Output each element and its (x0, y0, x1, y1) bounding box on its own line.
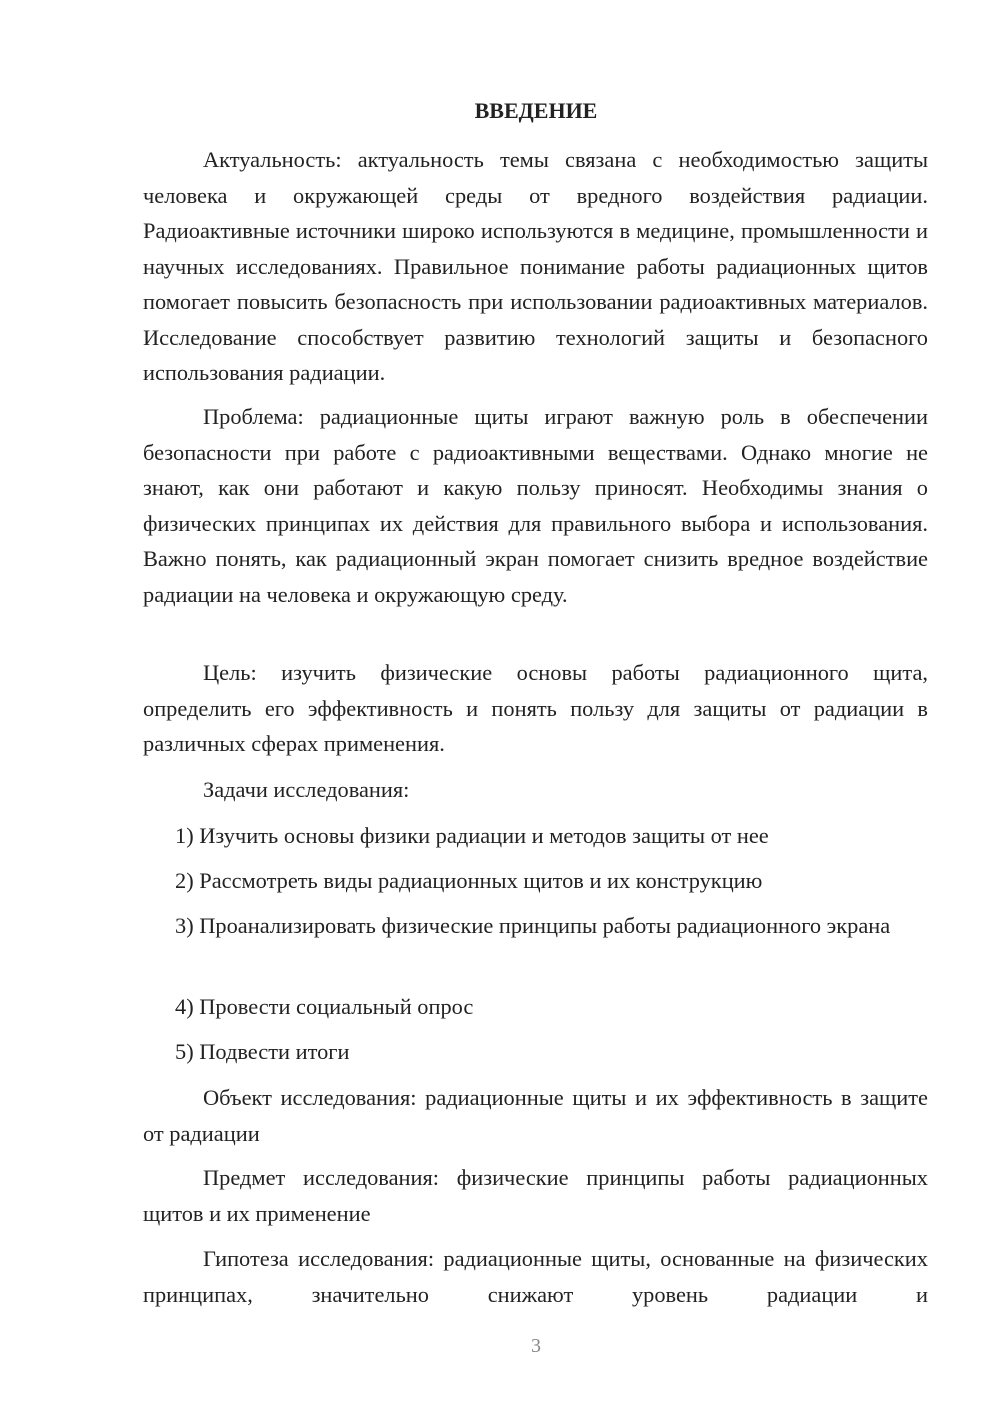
page-title: ВВЕДЕНИЕ (474, 98, 598, 123)
paragraph-goal: Цель: изучить физические основы работы радиационного щита, определить его эффективность и понять пользу для защиты от радиации в различных сферах применения. (143, 660, 928, 756)
paragraph-hypothesis: Гипотеза исследования: радиационные щиты, основанные на физических принципах, значительно снижают уровень радиации и (143, 1246, 928, 1307)
task-item-4: 4) Провести социальный опрос (175, 994, 474, 1019)
task-item-3: 3) Проанализировать физические принципы работы радиационного экрана (175, 913, 891, 938)
paragraph-relevance: Актуальность: актуальность темы связана с необходимостью защиты человека и окружающей среды от вредного воздействия радиации. Радиоактивные источники широко используются в медицине, промышленности и научных исследованиях. Правильное понимание работы радиационных щитов помогает повысить безопасность при использовании радиоактивных материалов. Исследование способствует развитию технологий защиты и безопасного использования радиации. (143, 147, 928, 385)
task-item-1: 1) Изучить основы физики радиации и методов защиты от нее (175, 823, 769, 848)
task-item-5: 5) Подвести итоги (175, 1039, 350, 1064)
task-item-2: 2) Рассмотреть виды радиационных щитов и их конструкцию (175, 868, 763, 893)
paragraph-object: Объект исследования: радиационные щиты и их эффективность в защите от радиации (143, 1085, 928, 1146)
paragraph-subject: Предмет исследования: физические принципы работы радиационных щитов и их применение (143, 1165, 928, 1226)
paragraph-problem: Проблема: радиационные щиты играют важную роль в обеспечении безопасности при работе с радиоактивными веществами. Однако многие не знают, как они работают и какую пользу приносят. Необходимы знания о физических принципах их действия для правильного выбора и использования. Важно понять, как радиационный экран помогает снизить вредное воздействие радиации на человека и окружающую среду. (143, 404, 928, 607)
page-number: 3 (531, 1335, 541, 1357)
tasks-heading: Задачи исследования: (203, 777, 410, 802)
